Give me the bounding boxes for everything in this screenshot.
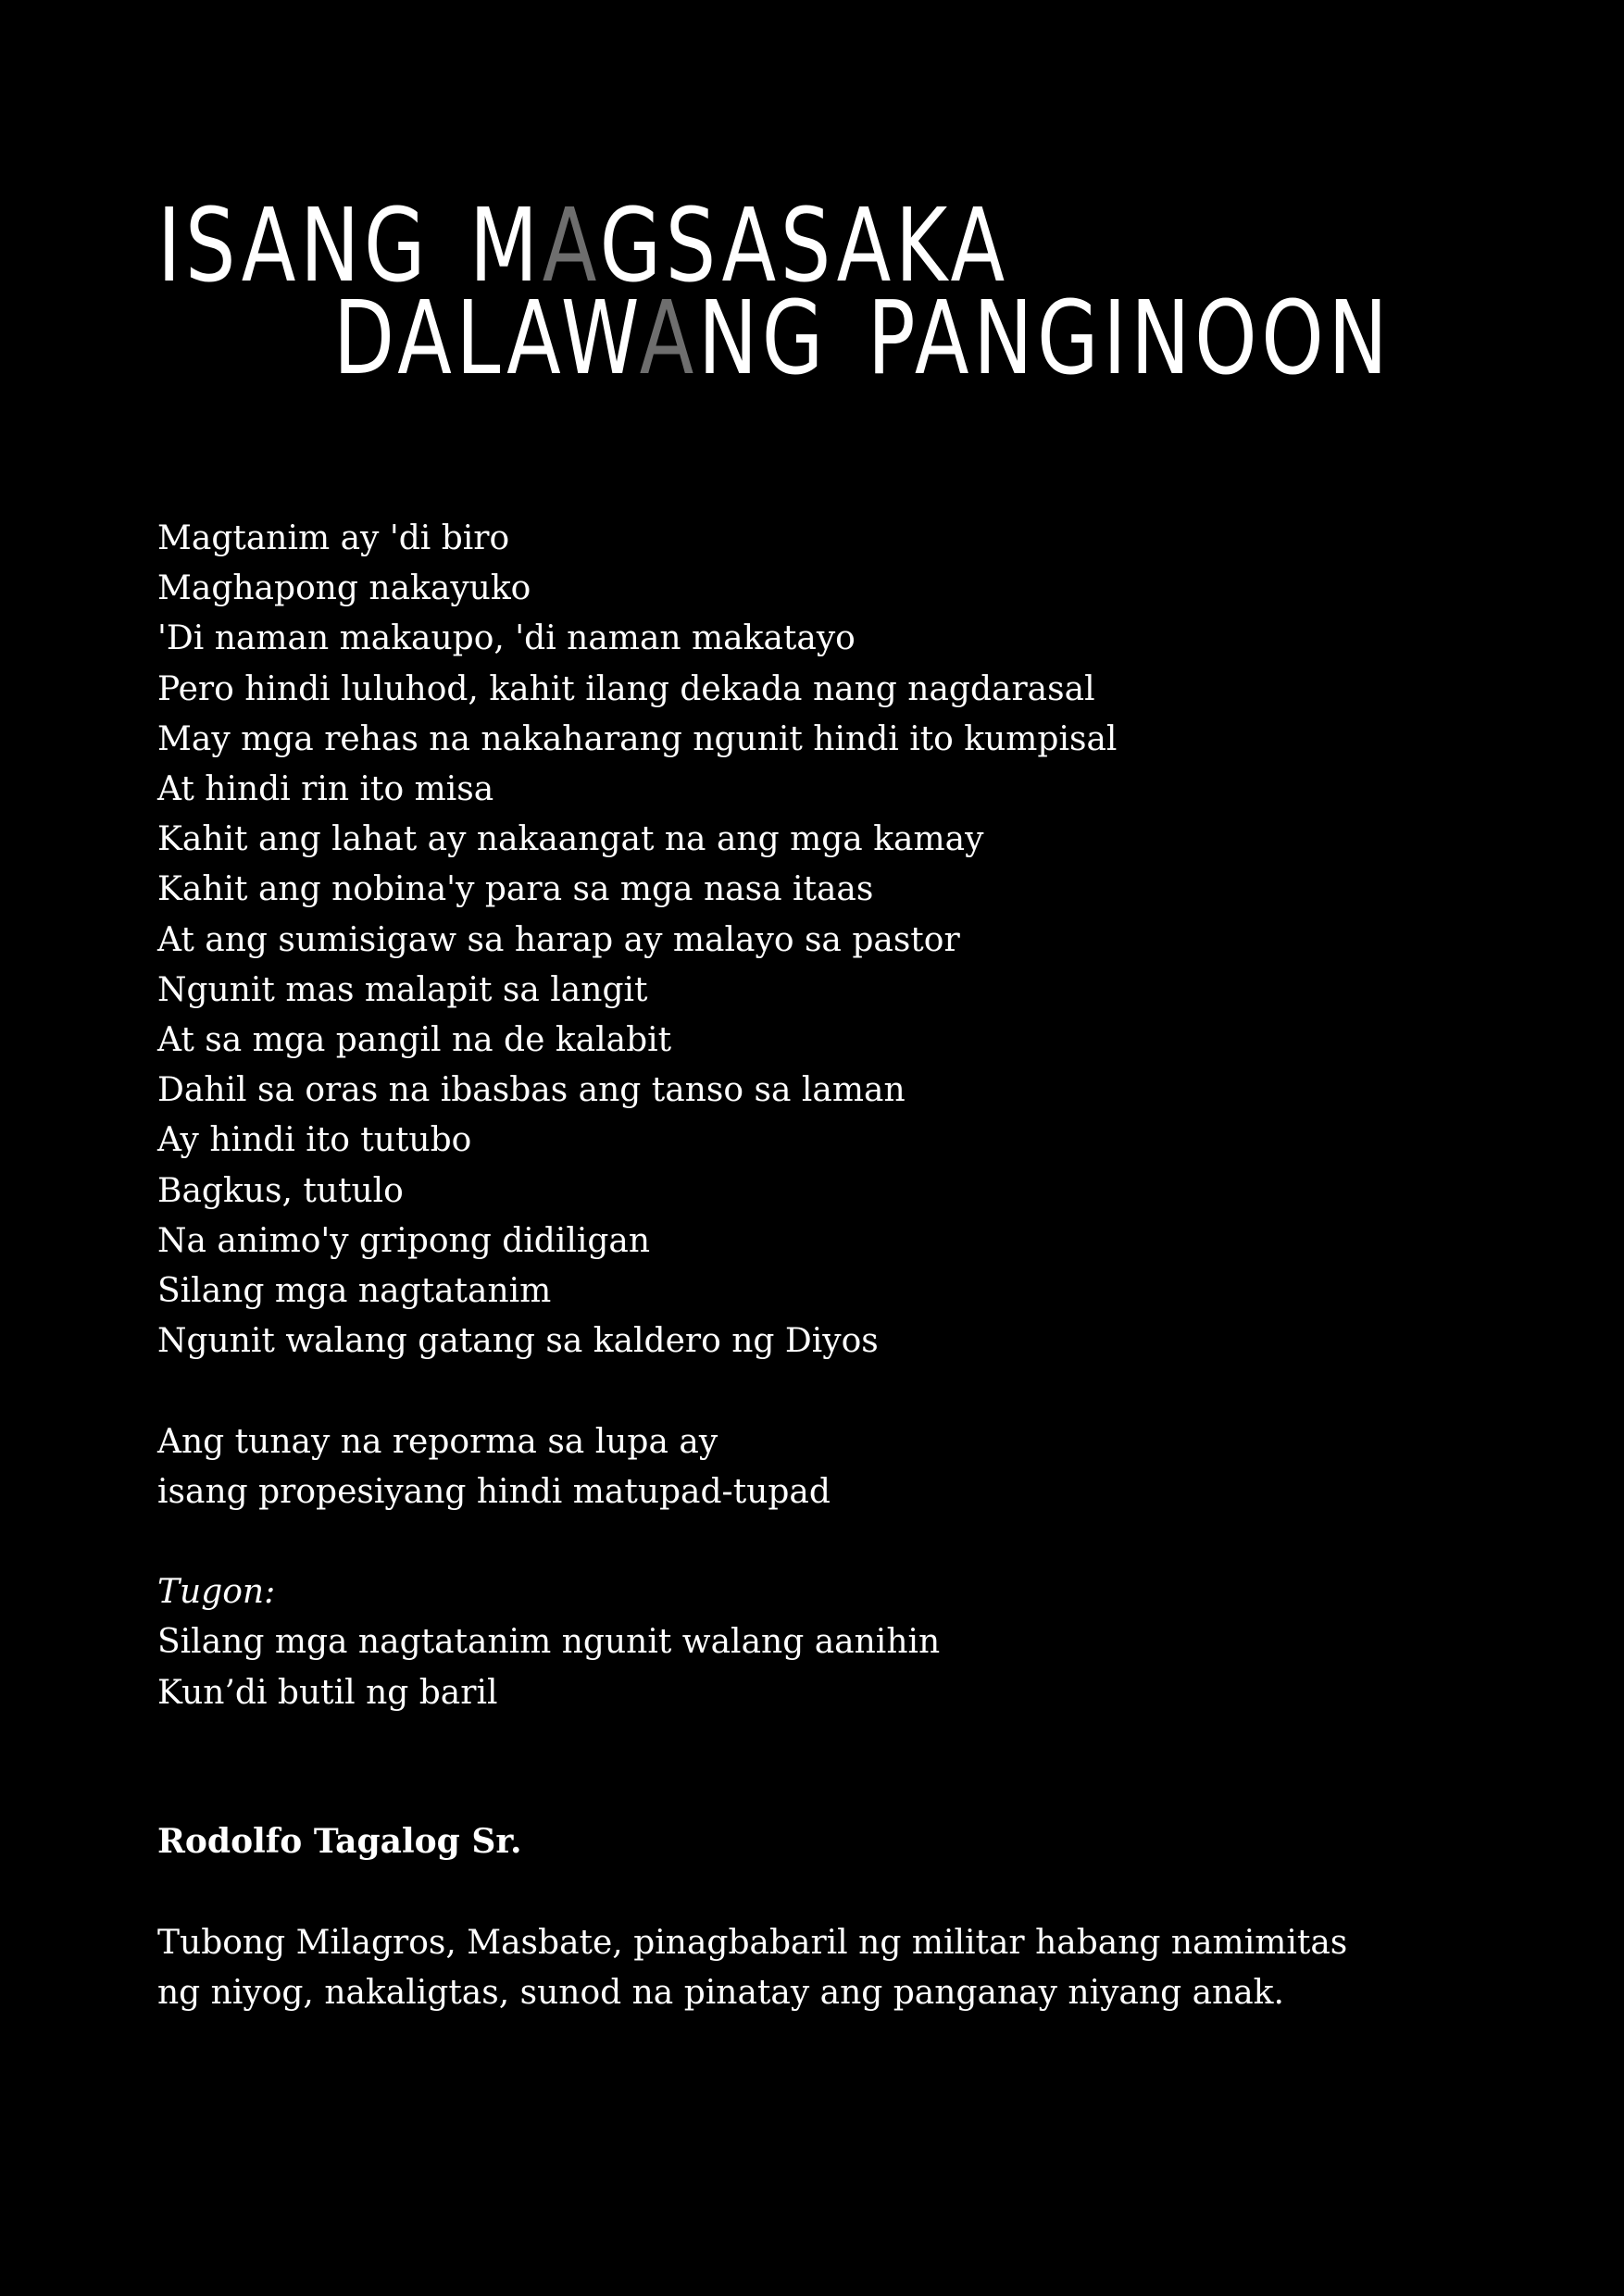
poem-line: Silang mga nagtatanim ngunit walang aanihin [157,1623,941,1662]
title-word-dalawang-end: NG [697,279,828,397]
title-line-1 [157,186,1168,305]
poem-line: Ang tunay na reporma sa lupa ay [157,1422,718,1461]
poem-title [157,186,1454,397]
title-word-magsasaka-end: GSASAKA [599,186,1009,305]
poem-line: Magtanim ay 'di biro [157,519,510,557]
poem-line: Kahit ang nobina'y para sa mga nasa itaas [157,870,874,909]
poem-line: Ay hindi ito tutubo [157,1121,472,1160]
poem-line: May mga rehas na nakaharang ngunit hindi ito kumpisal [157,719,1118,758]
poem-line: Pero hindi luluhod, kahit ilang dekada nang nagdarasal [157,669,1095,708]
response-label: Tugon: [157,1573,276,1612]
poem-line: Ngunit mas malapit sa langit [157,970,648,1009]
title-word-panginoon: PANGINOON [867,279,1393,397]
author-bio [157,1918,1454,2018]
poem-body [157,514,1454,1718]
title-line-2 [333,279,1393,397]
title-accent-letter: A [542,186,600,305]
title-word-dalawang-start: DALAW [333,279,640,397]
poem-line: Kahit ang lahat ay nakaangat na ang mga kamay [157,820,984,859]
bio-line: Tubong Milagros, Masbate, pinagbabaril ng militar habang namimitas [157,1924,1348,1962]
poem-line: isang propesiyang hindi matupad-tupad [157,1472,831,1511]
poem-line: Bagkus, tutulo [157,1171,404,1210]
poem-line: Dahil sa oras na ibasbas ang tanso sa laman [157,1071,906,1110]
title-word-isang: ISANG [157,186,431,305]
poem-line: Kun’di butil ng baril [157,1673,498,1712]
poem-line: Ngunit walang gatang sa kaldero ng Diyos [157,1322,879,1361]
poem-line: 'Di naman makaupo, 'di naman makatayo [157,619,856,658]
title-accent-letter: A [639,279,698,397]
title-word-magsasaka-start: M [469,186,543,305]
poem-line: At hindi rin ito misa [157,770,494,809]
stanza-break [157,1366,1454,1416]
bio-line: ng niyog, nakaligtas, sunod na pinatay ang panganay niyang anak. [157,1974,1284,2013]
poem-line: Na animo'y gripong didiligan [157,1221,651,1260]
poem-line: Maghapong nakayuko [157,569,531,608]
poem-line: At ang sumisigaw sa harap ay malayo sa pastor [157,920,960,959]
poem-line: At sa mga pangil na de kalabit [157,1021,672,1060]
author-name: Rodolfo Tagalog Sr. [157,1822,522,1861]
stanza-break [157,1517,1454,1567]
poem-line: Silang mga nagtatanim [157,1272,552,1311]
